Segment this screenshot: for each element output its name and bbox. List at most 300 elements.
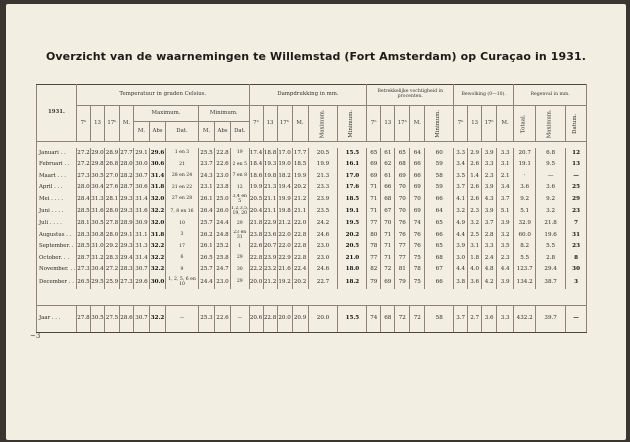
cell-xm: 30.7 [134,265,150,277]
humidity-header: Betrekkelijke vochtigheid in procenten. [367,85,454,106]
cell-vn: 20.2 [338,230,367,242]
cell-c17: 3.3 [482,160,497,172]
cell-u7: 79 [367,276,381,289]
cell-t13: 31.0 [91,242,105,254]
cell-u13: 69 [381,276,395,289]
vapor-17h-header: 17ʰ [277,106,292,142]
cell-xm: 30.9 [134,219,150,231]
cell-na: 22.6 [215,306,231,333]
cell-t13: 30.4 [91,265,105,277]
cell-t17: 28.9 [105,148,120,160]
cell-na: 22.6 [215,160,231,172]
month-label: Augustus . . [37,230,77,242]
tmin-abs-header: Abs [215,122,231,142]
cell-nd: 23 en 31 [231,230,250,242]
cell-t17: 28.1 [105,194,120,206]
month-label: November. . . [37,265,77,277]
cell-tm: 28.6 [120,306,134,333]
cell-xd: 21 [166,160,199,172]
cell-v17: 19.9 [277,194,292,206]
cell-xd: 9 [166,265,199,277]
cell-na: 23.8 [215,183,231,195]
cloud-header: Bewolking (0—10). [454,85,514,106]
cell-vm: 20.9 [292,306,308,333]
cell-u13: 71 [381,230,395,242]
cell-nm: 26.1 [199,242,215,254]
cell-u17: 72 [395,306,410,333]
cell-u7: 69 [367,171,381,183]
cell-un: 66 [425,194,454,206]
cell-v13: 21.2 [263,276,277,289]
cell-xm: 30.6 [134,183,150,195]
cell-um: 66 [410,160,425,172]
cell-v13: 19.8 [263,171,277,183]
cell-c17: 4.8 [482,265,497,277]
cell-xa: 29.6 [150,148,166,160]
cell-rt: 5.1 [514,206,536,219]
cell-um: 64 [410,148,425,160]
cell-t17: 27.0 [105,171,120,183]
cell-nd: 29 [231,276,250,289]
cell-vx: 21.3 [308,171,338,183]
cell-tm: 29.3 [120,242,134,254]
cell-t17: 28.0 [105,230,120,242]
cell-rd: 29 [566,194,587,206]
cell-t7: 28.4 [77,194,91,206]
cell-t13: 30.4 [91,183,105,195]
cell-vm: 21.2 [292,194,308,206]
cell-c17: 2.3 [482,171,497,183]
cell-u17: 81 [395,265,410,277]
cell-xa: 32.2 [150,306,166,333]
cell-v17: 19.8 [277,206,292,219]
cell-rd: 7 [566,219,587,231]
cell-v17: 20.0 [277,306,292,333]
cell-c17: 4.3 [482,194,497,206]
cell-rx: 9.5 [536,160,566,172]
tmin-mean-header: M. [199,122,215,142]
cell-u7: 71 [367,194,381,206]
cell-cm: 3.3 [497,148,514,160]
cell-um: 69 [410,206,425,219]
cell-na: 25.0 [215,194,231,206]
cell-c7: 4.9 [454,219,468,231]
table-row [37,242,587,254]
vapor-mean-header: M. [292,106,308,142]
cell-v17: 18.2 [277,171,292,183]
table-row [37,171,587,183]
cell-v13: 20.7 [263,242,277,254]
cell-u13: 61 [381,171,395,183]
cell-rd: 8 [566,253,587,265]
cell-v7: 20.4 [249,206,263,219]
cell-t13: 30.8 [91,230,105,242]
cell-c13: 2.5 [468,230,482,242]
cell-rt: 32.9 [514,219,536,231]
cell-u17: 77 [395,253,410,265]
cell-t7: 28.5 [77,206,91,219]
hum-mean-header: M. [410,106,425,142]
cell-c7: 4.4 [454,230,468,242]
table-row [37,194,587,206]
cell-u17: 76 [395,230,410,242]
cell-v17: 19.2 [277,276,292,289]
cell-rd: — [566,171,587,183]
month-label: April . . . [37,183,77,195]
cell-un: 66 [425,276,454,289]
cell-um: 75 [410,253,425,265]
cell-xd: 21 en 22 [166,183,199,195]
cell-nd: 19 [231,148,250,160]
cell-xa: 32.2 [150,242,166,254]
cell-xm: 30.0 [134,160,150,172]
cell-c17: 3.3 [482,242,497,254]
cell-t17: 27.2 [105,265,120,277]
cell-c7: 4.4 [454,265,468,277]
tmin-date-header: Dat. [231,122,250,142]
cell-v7: 22.6 [249,242,263,254]
cell-c7: 3.9 [454,242,468,254]
cell-c17: 4.2 [482,276,497,289]
cell-v7: 21.8 [249,219,263,231]
cell-rd: 23 [566,242,587,254]
cell-c7: 4.1 [454,194,468,206]
cell-tm: 29.4 [120,253,134,265]
cell-u17: 69 [395,171,410,183]
cell-c17: 3.9 [482,183,497,195]
document-page [6,4,626,440]
cell-rt: · [514,171,536,183]
cell-rx: 3.6 [536,183,566,195]
cell-v17: 19.4 [277,183,292,195]
cell-rx: 19.6 [536,230,566,242]
cell-nm: 26.5 [199,253,215,265]
cell-c7: 3.5 [454,171,468,183]
vapor-min-header: Minimum. [338,106,367,142]
cell-c13: 3.6 [468,276,482,289]
cell-v7: 18.6 [249,171,263,183]
cell-u17: 70 [395,183,410,195]
cell-u13: 61 [381,148,395,160]
cell-xa: 32.2 [150,253,166,265]
cell-vm: 19.9 [292,171,308,183]
cell-un: 65 [425,242,454,254]
cell-t13: 29.5 [91,276,105,289]
hum-min-header: Minimum. [425,106,454,142]
cell-vm: 22.8 [292,253,308,265]
cell-vx: 22.7 [308,276,338,289]
cell-c17: 3.9 [482,206,497,219]
cell-rt: 19.1 [514,160,536,172]
cell-t17: 27.6 [105,183,120,195]
cell-c7: 3.0 [454,253,468,265]
cell-xd: 27 en 28 [166,194,199,206]
cell-rt: 8.2 [514,242,536,254]
cell-um: 69 [410,183,425,195]
cell-vn: 15.5 [338,306,367,333]
rain-header: Regenval in mm. [514,85,587,106]
cell-v13: 18.8 [263,148,277,160]
cell-v13: 21.1 [263,194,277,206]
cell-na: 24.4 [215,219,231,231]
cell-tm: 28.0 [120,160,134,172]
cell-rt: 5.5 [514,253,536,265]
cell-xm: 31.4 [134,194,150,206]
cell-c13: 2.6 [468,183,482,195]
table-body [37,142,587,333]
cloud-13h-header: 13 [468,106,482,142]
cell-um: 78 [410,265,425,277]
cell-vm: 21.1 [292,206,308,219]
cell-u7: 71 [367,206,381,219]
cell-vx: 19.9 [308,160,338,172]
cell-c13: 3.1 [468,242,482,254]
cell-um: 74 [410,219,425,231]
cell-xa: 32.2 [150,265,166,277]
vapor-13h-header: 13 [263,106,277,142]
cell-rx: 9.2 [536,194,566,206]
cell-u13: 72 [381,265,395,277]
cell-c17: 3.6 [482,306,497,333]
table-row [37,183,587,195]
temp-min-header: Minimum. [199,106,250,122]
cell-c17: 3.7 [482,219,497,231]
cell-rt: 123.7 [514,265,536,277]
cell-rd: 25 [566,183,587,195]
cell-vm: 22.0 [292,219,308,231]
cell-u17: 65 [395,148,410,160]
cell-vn: 19.5 [338,219,367,231]
hum-13h-header: 13 [381,106,395,142]
cell-vx: 20.0 [308,306,338,333]
cell-xm: 31.3 [134,242,150,254]
cell-t13: 31.6 [91,206,105,219]
spacer-row [37,289,587,306]
cell-xa: 30.6 [150,160,166,172]
cell-v13: 19.3 [263,160,277,172]
cell-t13: 29.0 [91,148,105,160]
cell-t7: 28.3 [77,230,91,242]
cell-c13: 2.7 [468,306,482,333]
cell-v17: 21.2 [277,219,292,231]
cell-t13: 29.8 [91,160,105,172]
cell-tm: 28.9 [120,219,134,231]
cell-v13: 22.9 [263,219,277,231]
cell-u13: 71 [381,253,395,265]
cell-t13: 31.3 [91,194,105,206]
cell-v17: 21.6 [277,265,292,277]
cell-cm: 3.1 [497,160,514,172]
cell-t7: 27.2 [77,160,91,172]
cell-rx: 21.8 [536,219,566,231]
observations-table [36,84,587,333]
cell-c7: 3.4 [454,160,468,172]
cell-c17: 2.8 [482,230,497,242]
cell-vn: 20.5 [338,242,367,254]
cell-v7: 19.9 [249,183,263,195]
temperature-header: Temperatuur in graden Celsius. [77,85,250,106]
cell-t13: 30.5 [91,306,105,333]
cell-c13: 2.3 [468,206,482,219]
cell-nd: — [231,306,250,333]
observations-table-wrapper [36,84,587,333]
cell-um: 76 [410,230,425,242]
cell-u13: 68 [381,194,395,206]
cell-rd: 23 [566,206,587,219]
cell-t17: 28.0 [105,206,120,219]
cell-xa: 31.8 [150,230,166,242]
cell-xd: 1 en 3 [166,148,199,160]
cell-rx: 38.7 [536,276,566,289]
cloud-mean-header: M. [497,106,514,142]
cell-v13: 23.2 [263,265,277,277]
table-row [37,219,587,231]
cell-xd: 28 en 24 [166,171,199,183]
cell-v7: 20.0 [249,276,263,289]
temp-max-header: Maximum. [134,106,199,122]
cell-c13: 2.9 [468,148,482,160]
cell-nm: 25.7 [199,265,215,277]
month-label: Juli . . . . [37,219,77,231]
cell-na: 26.0 [215,206,231,219]
cell-v7: 17.4 [249,148,263,160]
cell-na: 23.0 [215,171,231,183]
cell-rd: 30 [566,265,587,277]
temp-7h-header: 7ʰ [77,106,91,142]
table-row [37,148,587,160]
cell-rx: — [536,171,566,183]
cell-u7: 78 [367,242,381,254]
tmax-date-header: Dat. [166,122,199,142]
cell-rd: 13 [566,160,587,172]
cell-nm: 26.4 [199,206,215,219]
cell-c13: 2.6 [468,194,482,206]
cell-u17: 68 [395,160,410,172]
cell-vm: 20.2 [292,276,308,289]
month-label: Februari . . [37,160,77,172]
cell-u17: 70 [395,206,410,219]
cell-v13: 21.3 [263,183,277,195]
cell-um: 76 [410,242,425,254]
cloud-17h-header: 17ʰ [482,106,497,142]
cell-u7: 74 [367,306,381,333]
cell-u13: 62 [381,160,395,172]
cell-u17: 70 [395,194,410,206]
cell-un: 66 [425,230,454,242]
cell-t7: 26.5 [77,276,91,289]
cell-t17: 25.9 [105,276,120,289]
cell-vx: 23.9 [308,194,338,206]
cell-vm: 20.2 [292,183,308,195]
cell-tm: 28.3 [120,265,134,277]
cell-um: 66 [410,171,425,183]
cell-xd: 10 [166,219,199,231]
cell-rd: 3 [566,276,587,289]
table-row [37,276,587,289]
month-label: Juni . . . . [37,206,77,219]
cell-xd: — [166,306,199,333]
cell-t7: 28.5 [77,242,91,254]
table-row [37,253,587,265]
cell-na: 25.8 [215,253,231,265]
cell-nd: 29 [231,219,250,231]
cell-xm: 30.7 [134,171,150,183]
cell-c7: 3.8 [454,276,468,289]
cell-c7: 3.2 [454,206,468,219]
cell-vx: 23.5 [308,206,338,219]
cell-na: 24.7 [215,265,231,277]
cell-un: 58 [425,171,454,183]
temp-17h-header: 17ʰ [105,106,120,142]
cell-nm: 24.3 [199,171,215,183]
cell-t13: 30.5 [91,171,105,183]
cell-vm: 22.4 [292,265,308,277]
cell-xd: 1, 2, 5, 6 en 10 [166,276,199,289]
cell-vn: 18.2 [338,276,367,289]
cell-v17: 22.0 [277,242,292,254]
cell-t17: 26.8 [105,160,120,172]
cell-xm: 31.6 [134,206,150,219]
table-row [37,265,587,277]
cell-xa: 31.4 [150,171,166,183]
month-label: October. . . [37,253,77,265]
cell-t17: 28.3 [105,253,120,265]
cell-u7: 71 [367,183,381,195]
cell-um: 75 [410,276,425,289]
cell-v7: 20.6 [249,306,263,333]
cell-xm: 31.1 [134,230,150,242]
cell-xd: 17 [166,242,199,254]
cell-nd: 1 [231,242,250,254]
cell-c13: 1.4 [468,171,482,183]
cell-nd: 1,2,3,5, 19, 20 [231,206,250,219]
cell-cm: 2.3 [497,253,514,265]
cell-v17: 19.0 [277,160,292,172]
cell-nm: 24.4 [199,276,215,289]
cell-v17: 17.0 [277,148,292,160]
cell-vn: 18.0 [338,265,367,277]
cell-t13: 31.2 [91,253,105,265]
cell-xm: 30.7 [134,306,150,333]
hum-17h-header: 17ʰ [395,106,410,142]
cell-c13: 4.0 [468,265,482,277]
cell-rx: 39.7 [536,306,566,333]
cell-un: 59 [425,183,454,195]
rain-max-header: Maximum. [536,106,566,142]
cell-t7: 28.7 [77,253,91,265]
cell-cm: 3.2 [497,230,514,242]
cell-u7: 65 [367,148,381,160]
cell-un: 58 [425,306,454,333]
cell-v13: 23.6 [263,230,277,242]
cell-um: 70 [410,194,425,206]
cell-u13: 71 [381,242,395,254]
cell-u13: 66 [381,183,395,195]
cell-tm: 29.1 [120,230,134,242]
cell-v17: 22.0 [277,230,292,242]
cell-cm: 3.9 [497,276,514,289]
temp-13h-header: 13 [91,106,105,142]
cell-rt: 432.2 [514,306,536,333]
cell-c7: 3.7 [454,183,468,195]
cell-cm: 3.7 [497,194,514,206]
year-total-row [37,306,587,333]
cell-tm: 27.3 [120,276,134,289]
cell-na: 24.8 [215,230,231,242]
cell-cm: 3.9 [497,219,514,231]
cell-xd: 7, 8 en 16 [166,206,199,219]
cell-c7: 3.3 [454,148,468,160]
